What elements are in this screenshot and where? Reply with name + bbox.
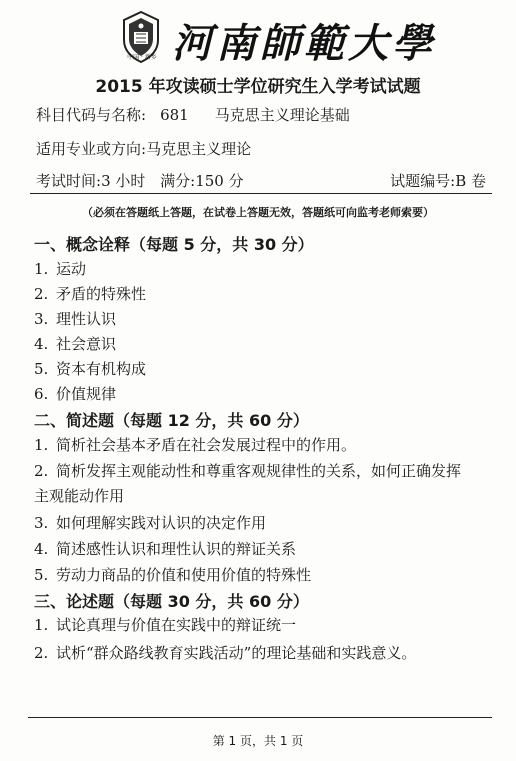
page-footer: 第 1 页，共 1 页	[212, 734, 304, 748]
university-header	[0, 8, 516, 70]
subject-code-value: 681	[160, 106, 189, 124]
time-label: 考试时间:	[36, 172, 102, 190]
question-number: 1.	[34, 260, 49, 278]
question-number: 5.	[34, 566, 49, 584]
exam-title: 2015 年攻读硕士学位研究生入学考试试题	[95, 77, 421, 97]
answer-notice: （必须在答题纸上答题，在试卷上答题无效，答题纸可向监考老师索要）	[82, 206, 434, 219]
question-item	[34, 512, 266, 533]
time-value: 3 小时	[101, 172, 146, 190]
section-heading: 三、论述题（每题 30 分，共 60 分）	[34, 592, 309, 611]
question-item	[34, 358, 146, 379]
footer-divider	[28, 717, 492, 718]
question-text: 理性认识	[56, 310, 117, 328]
question-text: 矛盾的特殊性	[56, 285, 147, 303]
question-text: 试析“群众路线教育实践活动”的理论基础和实践意义。	[56, 644, 417, 662]
exam-time-row	[36, 170, 486, 191]
subject-name: 马克思主义理论基础	[214, 106, 350, 124]
question-item	[34, 614, 296, 635]
question-item	[34, 308, 116, 329]
question-text: 简述感性认识和理性认识的辩证关系	[56, 540, 297, 558]
question-number: 2.	[34, 462, 49, 480]
question-number: 4.	[34, 335, 49, 353]
section-heading: 二、简述题（每题 12 分，共 60 分）	[34, 411, 309, 430]
question-text: 价值规律	[56, 385, 117, 403]
section-heading: 一、概念诠释（每题 5 分，共 30 分）	[34, 235, 314, 254]
question-number: 3.	[34, 514, 49, 532]
question-number: 2.	[34, 285, 49, 303]
question-number: 3.	[34, 310, 49, 328]
major-row	[36, 138, 251, 159]
question-number: 1.	[34, 616, 49, 634]
major-label: 适用专业或方向:	[36, 140, 147, 158]
question-text: 社会意识	[56, 335, 117, 353]
question-item	[34, 538, 296, 559]
question-text: 简析发挥主观能动性和尊重客观规律性的关系，如何正确发挥	[56, 462, 462, 480]
score-label: 满分:	[160, 172, 196, 190]
major-value: 马克思主义理论	[146, 140, 252, 158]
subject-code-label: 科目代码与名称:	[36, 106, 147, 124]
question-text: 资本有机构成	[56, 360, 147, 378]
paper-label: 试题编号:	[390, 172, 456, 190]
question-item	[34, 642, 416, 663]
score-value: 150 分	[195, 172, 244, 190]
question-text: 如何理解实践对认识的决定作用	[56, 514, 267, 532]
question-item	[34, 564, 311, 585]
divider	[30, 193, 492, 194]
question-text: 运动	[56, 260, 87, 278]
university-name: 河南師範大學	[172, 20, 436, 67]
question-number: 4.	[34, 540, 49, 558]
question-text: 试论真理与价值在实践中的辩证统一	[56, 616, 297, 634]
question-text: 劳动力商品的价值和使用价值的特殊性	[56, 566, 312, 584]
question-item	[34, 460, 461, 481]
question-item	[34, 383, 116, 404]
question-item	[34, 258, 86, 279]
question-item	[34, 283, 146, 304]
question-number: 1.	[34, 436, 49, 454]
question-item	[34, 333, 116, 354]
question-item	[34, 434, 356, 455]
question-number: 5.	[34, 360, 49, 378]
question-number: 2.	[34, 644, 49, 662]
paper-value: B 卷	[455, 172, 486, 190]
question-text: 简析社会基本矛盾在社会发展过程中的作用。	[56, 436, 357, 454]
subject-code-row	[36, 104, 350, 125]
question-continuation: 主观能动作用	[34, 487, 125, 505]
emblem-caption: 中国 · 新乡	[127, 54, 157, 61]
question-number: 6.	[34, 385, 49, 403]
